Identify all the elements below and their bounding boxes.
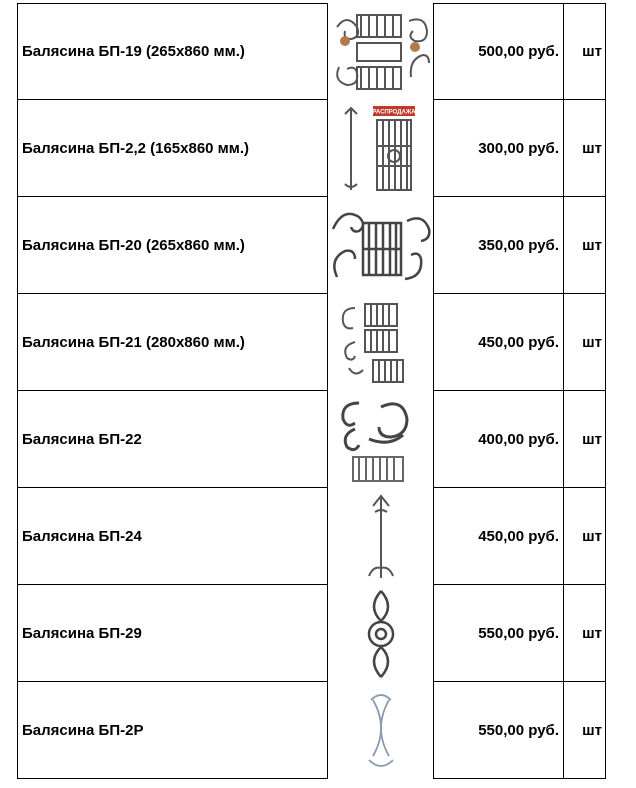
product-price: 450,00 руб. — [433, 294, 564, 391]
product-price: 550,00 руб. — [433, 682, 564, 779]
product-unit: шт — [563, 585, 606, 682]
baluster-scroll-grid-icon — [329, 298, 433, 388]
product-unit: шт — [563, 197, 606, 294]
product-price: 300,00 руб. — [433, 100, 564, 197]
product-name: Балясина БП-29 — [17, 585, 328, 682]
product-name: Балясина БП-21 (280х860 мм.) — [17, 294, 328, 391]
product-unit: шт — [563, 100, 606, 197]
product-image — [328, 294, 433, 391]
product-name: Балясина БП-20 (265х860 мм.) — [17, 197, 328, 294]
baluster-scroll-panel-icon — [329, 201, 433, 291]
product-image — [328, 3, 433, 100]
product-name: Балясина БП-22 — [17, 391, 328, 488]
product-unit: шт — [563, 488, 606, 585]
baluster-spear-icon — [329, 492, 433, 582]
product-name: Балясина БП-19 (265х860 мм.) — [17, 3, 328, 100]
product-price: 550,00 руб. — [433, 585, 564, 682]
baluster-straight-panel-icon — [329, 104, 433, 194]
product-name: Балясина БП-24 — [17, 488, 328, 585]
sale-badge: РАСПРОДАЖА — [371, 109, 416, 115]
baluster-ring-twist-icon — [329, 589, 433, 679]
product-name: Балясина БП-2Р — [17, 682, 328, 779]
product-price: 400,00 руб. — [433, 391, 564, 488]
product-name: Балясина БП-2,2 (165х860 мм.) — [17, 100, 328, 197]
product-image — [328, 391, 433, 488]
product-unit: шт — [563, 3, 606, 100]
product-unit: шт — [563, 294, 606, 391]
product-image — [328, 585, 433, 682]
baluster-light-scroll-icon — [329, 686, 433, 776]
baluster-double-scroll-icon — [329, 395, 433, 485]
product-image — [328, 100, 433, 197]
product-price: 350,00 руб. — [433, 197, 564, 294]
product-image — [328, 488, 433, 585]
product-image — [328, 197, 433, 294]
product-unit: шт — [563, 391, 606, 488]
product-price: 450,00 руб. — [433, 488, 564, 585]
product-unit: шт — [563, 682, 606, 779]
product-price: 500,00 руб. — [433, 3, 564, 100]
baluster-scroll-panels-icon — [329, 7, 433, 97]
product-image — [328, 682, 433, 779]
